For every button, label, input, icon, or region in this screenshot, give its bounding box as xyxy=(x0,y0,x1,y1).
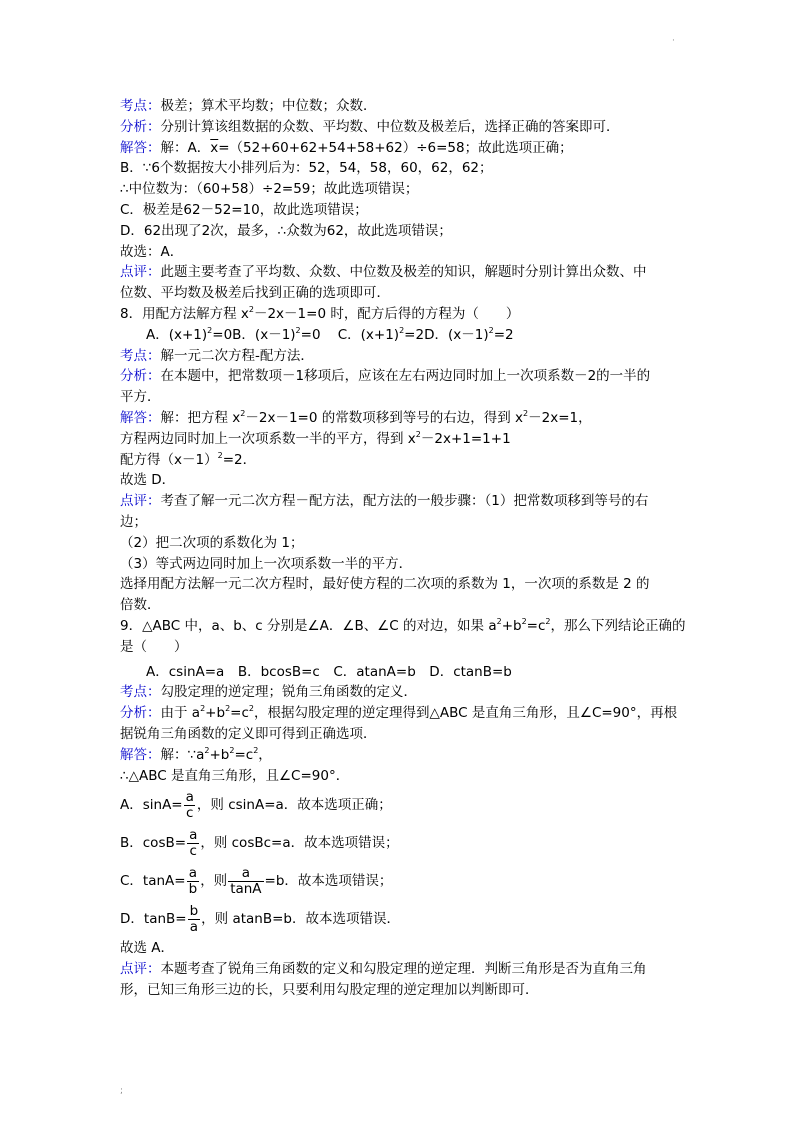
q9-dianping-line xyxy=(120,959,680,980)
q8-option-c: C．(x+1) xyxy=(337,326,400,343)
q8-stem-b: －2x－1=0 时，配方后得的方程为（ ） xyxy=(253,305,520,322)
q8-jieda-3a: 配方得（x－1） xyxy=(120,451,218,468)
q8-step2: （2）把二次项的系数化为 1； xyxy=(120,534,304,551)
q8-jieda-2 xyxy=(120,429,680,450)
q8-stem-a: 8．用配方法解方程 x xyxy=(120,305,249,322)
q9-jieda-1d: ， xyxy=(258,746,272,763)
fraction-numerator: a xyxy=(241,864,250,881)
q8-fenxi-1: 在本题中，把常数项－1移项后，应该在左右两边同时加上一次项系数－2的一半的 xyxy=(160,368,651,385)
fraction-numerator: a xyxy=(189,826,198,843)
q8-jieda-1c: －2x=1， xyxy=(528,409,592,426)
q7-fenxi-line xyxy=(120,117,680,138)
label-dianping: 点评： xyxy=(120,264,161,281)
q8-dianping-2: 边； xyxy=(120,513,147,530)
q9-a-post: ，则 csinA=a．故本选项正确； xyxy=(196,797,392,814)
q9-c-mid: ，则 xyxy=(200,873,228,890)
superscript: 2 xyxy=(488,325,494,335)
q9-stem-2: 是（ ） xyxy=(120,638,188,655)
superscript: 2 xyxy=(523,408,529,418)
q9-jieda-1a: 解：∵a xyxy=(160,746,205,763)
q8-option-d-tail: =2 xyxy=(493,326,514,343)
q8-jieda-3b: =2． xyxy=(222,451,257,468)
q8-dianping-1: 考查了解一元二次方程－配方法，配方法的一般步骤：（1）把常数项移到等号的右 xyxy=(160,493,649,510)
q9-fenxi-2: 据锐角三角函数的定义即可得到正确选项． xyxy=(120,725,377,742)
fraction-denominator: c xyxy=(186,804,194,821)
q8-kaodian-line xyxy=(120,346,680,367)
q8-jieda-3 xyxy=(120,450,680,471)
q9-jieda-1b: +b xyxy=(209,746,230,763)
footer-mark: ; xyxy=(120,1086,124,1096)
q9-options: A．csinA=a B．bcosB=c C．atanA=b D．ctanB=b xyxy=(146,663,512,680)
q9-c-pre: C．tanA= xyxy=(120,873,186,890)
superscript: 2 xyxy=(217,450,223,460)
q9-kaodian-line xyxy=(120,682,680,703)
label-jieda: 解答： xyxy=(120,139,161,156)
q9-jieda-line xyxy=(120,745,680,766)
q8-jieda-1b: －2x－1=0 的常数项移到等号的右边，得到 x xyxy=(245,409,524,426)
superscript: 2 xyxy=(545,616,551,626)
q9-jieda-1c: =c xyxy=(234,746,254,763)
q9-option-a-line xyxy=(120,786,680,824)
q9-stem-1 xyxy=(120,616,686,637)
superscript: 2 xyxy=(248,704,254,714)
q8-jieda-2b: －2x+1=1+1 xyxy=(420,430,511,447)
superscript: 2 xyxy=(295,325,301,335)
fraction-denominator: c xyxy=(189,842,197,859)
q7-jieda-line xyxy=(120,138,680,159)
q7-c: C．极差是62－52=10，故此选项错误； xyxy=(120,201,368,218)
fraction-numerator: b xyxy=(189,902,199,919)
label-fenxi: 分析： xyxy=(120,368,161,385)
label-dianping: 点评： xyxy=(120,493,161,510)
label-kaodian: 考点： xyxy=(120,347,161,364)
q8-options xyxy=(120,325,680,346)
q9-fenxi-1a: 由于 a xyxy=(160,705,201,722)
q7-kaodian-line xyxy=(120,96,680,117)
fraction xyxy=(188,904,201,935)
superscript: 2 xyxy=(200,704,206,714)
q9-dianping-2: 形，已知三角形三边的长，只要利用勾股定理的逆定理加以判断即可． xyxy=(120,981,539,998)
q7-b2: ∴中位数为：（60+58）÷2=59；故此选项错误； xyxy=(120,181,419,198)
q8-option-c-tail: =2 xyxy=(404,326,425,343)
fraction-denominator: b xyxy=(188,880,198,897)
q8-note-2: 倍数． xyxy=(120,597,161,614)
q9-stem-1a: 9．△ABC 中，a、b、c 分别是∠A．∠B、∠C 的对边，如果 a xyxy=(120,617,497,634)
label-jieda: 解答： xyxy=(120,746,161,763)
fraction-numerator: a xyxy=(185,788,194,805)
q9-dianping-1: 本题考查了锐角三角函数的定义和勾股定理的逆定理．判断三角形是否为直角三角 xyxy=(160,961,647,978)
q7-jieda-a-pre: 解：A． xyxy=(160,139,211,156)
mean-symbol: $\overline{x}$ xyxy=(210,139,219,156)
superscript: 2 xyxy=(248,304,254,314)
q9-d-post: ，则 atanB=b．故本选项错误． xyxy=(201,911,400,928)
q8-option-a: A．(x+1) xyxy=(146,326,208,343)
q8-kaodian: 解一元二次方程-配方法． xyxy=(160,347,314,364)
superscript: 2 xyxy=(496,616,502,626)
superscript: 2 xyxy=(204,745,210,755)
label-kaodian: 考点： xyxy=(120,98,161,114)
fraction xyxy=(228,866,263,897)
q9-c-post: =b．故本选项错误； xyxy=(264,873,393,890)
q7-b1: B．∵6个数据按大小排列后为：52，54，58，60，62，62； xyxy=(120,160,493,177)
q9-jieda-2: ∴△ABC 是直角三角形，且∠C=90°． xyxy=(120,767,350,784)
q7-dianping-2: 位数、平均数及极差后找到正确的选项即可． xyxy=(120,285,390,302)
q9-fenxi-1b: +b xyxy=(205,705,226,722)
fraction xyxy=(187,828,199,859)
fraction xyxy=(184,790,196,821)
q9-fenxi-1c: =c xyxy=(230,705,249,722)
q9-option-c-line xyxy=(120,862,680,900)
q8-option-d: D．(x－1) xyxy=(424,326,489,343)
q7-d: D．62出现了2次，最多，∴众数为62，故此选项错误； xyxy=(120,222,452,239)
superscript: 2 xyxy=(207,325,213,335)
q8-option-b-tail: =0 xyxy=(300,326,321,343)
q8-stem xyxy=(120,304,680,325)
q7-kaodian: 极差；算术平均数；中位数；众数． xyxy=(160,98,377,114)
q8-dianping-line xyxy=(120,491,680,512)
superscript: 2 xyxy=(521,616,527,626)
q9-d-pre: D．tanB= xyxy=(120,911,187,928)
document-body xyxy=(120,96,686,1001)
q9-stem-1b: +b xyxy=(501,617,522,634)
superscript: 2 xyxy=(253,745,259,755)
header-mark: · xyxy=(672,36,675,46)
label-kaodian: 考点： xyxy=(120,684,161,701)
superscript: 2 xyxy=(415,429,421,439)
fraction-denominator: a xyxy=(189,918,199,935)
superscript: 2 xyxy=(240,408,246,418)
q8-option-b: B．(x－1) xyxy=(232,326,296,343)
q9-a-pre: A．sinA= xyxy=(120,797,183,814)
q9-stem-1c: =c xyxy=(526,617,546,634)
q9-fenxi-1d: ，根据勾股定理的逆定理得到△ABC 是直角三角形，且∠C=90°，再根 xyxy=(253,705,678,722)
label-dianping: 点评： xyxy=(120,961,161,978)
label-fenxi: 分析： xyxy=(120,705,161,722)
q7-dianping-1: 此题主要考查了平均数、众数、中位数及极差的知识，解题时分别计算出众数、中 xyxy=(160,264,647,281)
superscript: 2 xyxy=(399,325,405,335)
q8-jieda-1a: 解：把方程 x xyxy=(160,409,241,426)
q9-choose: 故选 A． xyxy=(120,940,175,957)
q7-choose: 故选：A． xyxy=(120,243,184,260)
label-jieda: 解答： xyxy=(120,409,161,426)
q7-dianping-line xyxy=(120,262,680,283)
q9-b-pre: B．cosB= xyxy=(120,835,187,852)
q9-b-post: ，则 cosBc=a．故本选项错误； xyxy=(200,835,399,852)
q8-fenxi-2: 平方． xyxy=(120,389,161,406)
label-fenxi: 分析： xyxy=(120,118,161,135)
fraction-denominator: tanA xyxy=(230,880,262,897)
q8-jieda-2a: 方程两边同时加上一次项系数一半的平方，得到 x xyxy=(120,430,416,447)
q8-jieda-line xyxy=(120,408,680,429)
q8-fenxi-line xyxy=(120,366,680,387)
q8-choose: 故选 D． xyxy=(120,472,176,489)
q9-option-d-line xyxy=(120,900,680,938)
q8-step3: （3）等式两边同时加上一次项系数一半的平方． xyxy=(120,555,413,572)
fraction-numerator: a xyxy=(188,864,198,881)
q8-option-a-tail: =0 xyxy=(212,326,233,343)
q9-stem-1d: ，那么下列结论正确的 xyxy=(550,617,686,634)
q9-option-b-line xyxy=(120,824,680,862)
fraction xyxy=(187,866,200,897)
superscript: 2 xyxy=(229,745,235,755)
superscript: 2 xyxy=(225,704,231,714)
q7-fenxi: 分别计算该组数据的众数、平均数、中位数及极差后，选择正确的答案即可． xyxy=(160,118,620,135)
q9-kaodian: 勾股定理的逆定理；锐角三角函数的定义． xyxy=(160,684,417,701)
q9-fenxi-line xyxy=(120,703,680,724)
q8-note-1: 选择用配方法解一元二次方程时，最好使方程的二次项的系数为 1，一次项的系数是 2 的 xyxy=(120,576,650,593)
q7-jieda-a-post: =（52+60+62+54+58+62）÷6=58；故此选项正确； xyxy=(218,139,573,156)
